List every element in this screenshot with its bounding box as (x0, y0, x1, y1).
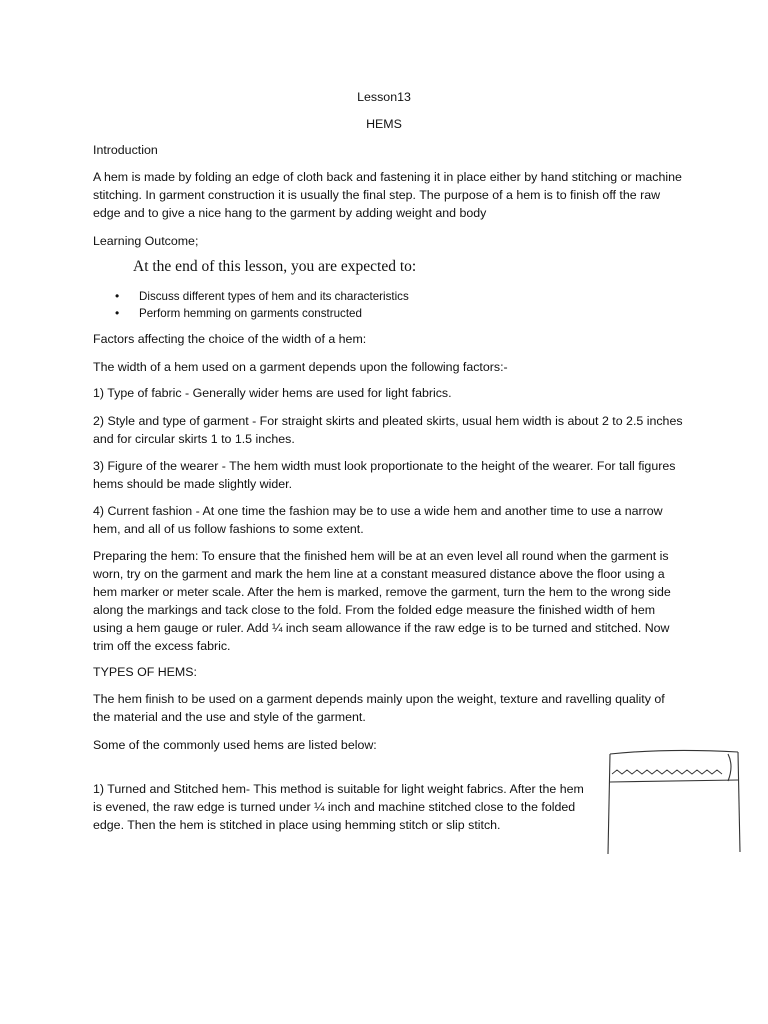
hem-type-description: 1) Turned and Stitched hem- This method is suitable for light weight fabrics. After the hem is evened, the raw edge is turned under ¼ inch and machine stitched close to the folded edge. Then the hem is stitched in place using hemming stitch or slip stitch. (93, 782, 584, 832)
bullet-icon: • (115, 289, 120, 303)
outcome-item-text: Discuss different types of hem and its characteristics (139, 290, 409, 303)
factors-heading: Factors affecting the choice of the width of a hem: (93, 332, 367, 346)
page-title: HEMS (366, 117, 402, 131)
types-heading: TYPES OF HEMS: (93, 665, 197, 679)
outcome-item (93, 305, 409, 322)
hem-illustration (598, 744, 748, 858)
hem-stitch-line (612, 770, 722, 774)
outcome-item-text: Perform hemming on garments constructed (139, 307, 362, 320)
intro-paragraph: A hem is made by folding an edge of cloth back and fastening it in place either by hand stitching or machine stitching. In garment construction it is usually the final step. The purpose of a hem is to finish off the raw edge and to give a nice hang to the garment by adding weight and body (93, 170, 682, 220)
lesson-number: Lesson13 (357, 90, 411, 104)
preparing-paragraph: Preparing the hem: To ensure that the finished hem will be at an even level all round when the garment is worn, try on the garment and mark the hem line at a constant measured distance above the floor using a hem marker or meter scale. After the hem is marked, remove the garment, turn the hem to the wrong side along the markings and tack close to the fold. From the folded edge measure the finished width of hem using a hem gauge or ruler. Add ¼ inch seam allowance if the raw edge is to be turned and stitched. Now trim off the excess fabric. (93, 549, 671, 653)
outcome-lead: At the end of this lesson, you are expected to: (133, 258, 417, 275)
fabric-right-edge (738, 752, 740, 852)
fold-end (728, 754, 731, 781)
factor-item: 3) Figure of the wearer - The hem width must look proportionate to the height of the wearer. For tall figures hems should be made slightly wider. (93, 459, 676, 491)
types-list-intro: Some of the commonly used hems are listed below: (93, 738, 377, 752)
outcome-list (93, 288, 409, 322)
factor-item: 4) Current fashion - At one time the fashion may be to use a wide hem and another time to use a narrow hem, and all of us follow fashions to some extent. (93, 504, 663, 536)
fold-top-line (610, 750, 738, 754)
fabric-left-edge (608, 754, 610, 854)
factor-item: 2) Style and type of garment - For straight skirts and pleated skirts, usual hem width is about 2 to 2.5 inches and for circular skirts 1 to 1.5 inches. (93, 414, 683, 446)
factor-item: 1) Type of fabric - Generally wider hems are used for light fabrics. (93, 386, 452, 400)
outcome-heading: Learning Outcome; (93, 234, 199, 248)
bullet-icon: • (115, 306, 120, 320)
types-paragraph: The hem finish to be used on a garment depends mainly upon the weight, texture and ravelling quality of the material and the use and style of the garment. (93, 692, 665, 724)
factors-intro: The width of a hem used on a garment depends upon the following factors:- (93, 360, 508, 374)
fold-bottom-line (610, 780, 738, 782)
intro-heading: Introduction (93, 143, 158, 157)
outcome-item (93, 288, 409, 305)
